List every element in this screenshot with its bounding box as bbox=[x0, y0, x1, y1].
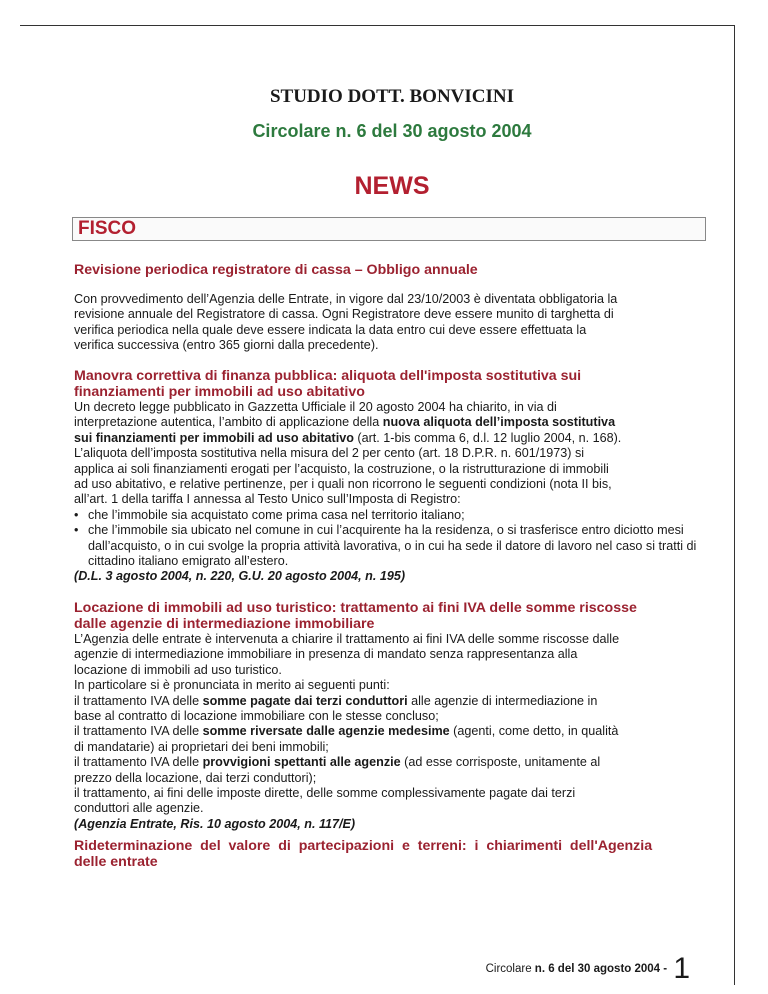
bold-run: somme riversate dalle agenzie medesime bbox=[202, 724, 450, 739]
article-title-line: Manovra correttiva di finanza pubblica: aliquota dell'imposta sostitutiva sui bbox=[74, 368, 582, 384]
page-frame-top bbox=[20, 25, 735, 26]
article-manovra bbox=[74, 368, 710, 585]
bullet-text: • che l’immobile sia ubicato nel comune in cui l’acquirente ha la residenza, o si trasferisce entro diciotto mesi dall’acquisto, o in cui svolge la propria attività lavorativa, o in cui ha sede il datore di lavoro nel caso si tratti di cittadino italiano emigrato all’estero. bbox=[88, 523, 697, 569]
article-title-line: dalle agenzie di intermediazione immobiliare bbox=[74, 616, 375, 632]
article-line: il trattamento, ai fini delle imposte dirette, delle somme complessivamente pagate dai terzi bbox=[74, 786, 576, 801]
text-run: interpretazione autentica, l’ambito di applicazione della bbox=[74, 415, 383, 430]
article-line: applica ai soli finanziamenti erogati per l’acquisto, la costruzione, o la ristrutturazione di immobili bbox=[74, 461, 609, 476]
article-locazione bbox=[74, 600, 710, 832]
article-line bbox=[74, 694, 710, 709]
article-line: Un decreto legge pubblicato in Gazzetta Ufficiale il 20 agosto 2004 ha chiarito, in via di bbox=[74, 400, 557, 414]
article-line bbox=[74, 724, 710, 739]
text-run: (art. 1-bis comma 6, d.l. 12 luglio 2004, n. 168). bbox=[353, 430, 622, 445]
article-registratore bbox=[74, 262, 710, 354]
circolare-title: Circolare n. 6 del 30 agosto 2004 bbox=[252, 121, 532, 141]
bullet-item bbox=[74, 508, 710, 523]
article-rideterminazione bbox=[74, 838, 710, 870]
article-citation: (Agenzia Entrate, Ris. 10 agosto 2004, n. 117/E) bbox=[74, 816, 356, 831]
text-run: il trattamento IVA delle bbox=[74, 724, 203, 739]
page-number: 1 bbox=[673, 952, 690, 985]
article-title-line: Rideterminazione del valore di partecipazioni e terreni: i chiarimenti dell'Agenzia bbox=[74, 838, 653, 854]
article-title: Revisione periodica registratore di cassa – Obbligo annuale bbox=[74, 262, 478, 278]
article-title-line: Locazione di immobili ad uso turistico: trattamento ai fini IVA delle somme riscosse bbox=[74, 600, 637, 616]
bold-run: provvigioni spettanti alle agenzie bbox=[202, 755, 401, 770]
text-run: (ad esse corrisposte, unitamente al bbox=[400, 755, 601, 770]
article-line: agenzie di intermediazione immobiliare in presenza di mandato senza rappresentanza alla bbox=[74, 647, 578, 662]
news-heading: NEWS bbox=[354, 172, 430, 200]
article-line: di mandatarie) ai proprietari dei beni immobili; bbox=[74, 739, 329, 754]
article-line: base al contratto di locazione immobiliare con le stesse concluso; bbox=[74, 709, 439, 724]
article-line: conduttori alle agenzie. bbox=[74, 801, 204, 816]
text-run: (agenti, come detto, in qualità bbox=[449, 724, 619, 739]
text-run: il trattamento IVA delle bbox=[74, 693, 203, 708]
article-line: L’aliquota dell’imposta sostitutiva nella misura del 2 per cento (art. 18 D.P.R. n. 601/1973) si bbox=[74, 446, 585, 461]
page-footer bbox=[390, 952, 690, 986]
text-run: il trattamento IVA delle bbox=[74, 755, 203, 770]
bullet-item bbox=[74, 523, 710, 569]
article-title-line: finanziamenti per immobili ad uso abitativo bbox=[74, 384, 365, 400]
article-line bbox=[74, 755, 710, 770]
article-line bbox=[74, 415, 710, 430]
article-line: ad uso abitativo, e relative pertinenze, per i quali non ricorrono le seguenti condizioni (nota II bis, bbox=[74, 477, 612, 492]
page-frame-right bbox=[734, 25, 735, 985]
footer-issue: n. 6 del 30 agosto 2004 - bbox=[534, 963, 668, 975]
article-line: Con provvedimento dell’Agenzia delle Entrate, in vigore dal 23/10/2003 è diventata obbligatoria la bbox=[74, 292, 618, 306]
section-title: FISCO bbox=[78, 218, 137, 239]
article-line: verifica successiva (entro 365 giorni dalla precedente). bbox=[74, 338, 379, 353]
article-title-line: delle entrate bbox=[74, 854, 158, 870]
article-line: all’art. 1 della tariffa I annessa al Testo Unico sull’Imposta di Registro: bbox=[74, 492, 461, 507]
article-line: prezzo della locazione, dai terzi conduttori); bbox=[74, 770, 317, 785]
bold-run: sui finanziamenti per immobili ad uso abitativo bbox=[74, 430, 354, 445]
section-header-box bbox=[72, 217, 706, 241]
article-citation: (D.L. 3 agosto 2004, n. 220, G.U. 20 agosto 2004, n. 195) bbox=[74, 569, 406, 584]
article-line: verifica periodica nella quale deve essere indicata la data entro cui deve essere effettuata la bbox=[74, 322, 587, 337]
article-line: In particolare si è pronunciata in merito ai seguenti punti: bbox=[74, 678, 390, 693]
bold-run: somme pagate dai terzi conduttori bbox=[202, 693, 408, 708]
bullet-text: • che l’immobile sia acquistato come prima casa nel territorio italiano; bbox=[88, 507, 465, 522]
article-line bbox=[74, 431, 710, 446]
article-line: L’Agenzia delle entrate è intervenuta a chiarire il trattamento ai fini IVA delle somme riscosse dalle bbox=[74, 632, 620, 646]
footer-label: Circolare bbox=[485, 963, 532, 975]
text-run: alle agenzie di intermediazione in bbox=[407, 693, 598, 708]
article-line: revisione annuale del Registratore di cassa. Ogni Registratore deve essere munito di targhetta di bbox=[74, 307, 614, 322]
article-line: locazione di immobili ad uso turistico. bbox=[74, 662, 282, 677]
studio-name: STUDIO DOTT. BONVICINI bbox=[269, 86, 515, 107]
bold-run: nuova aliquota dell’imposta sostitutiva bbox=[382, 415, 616, 430]
